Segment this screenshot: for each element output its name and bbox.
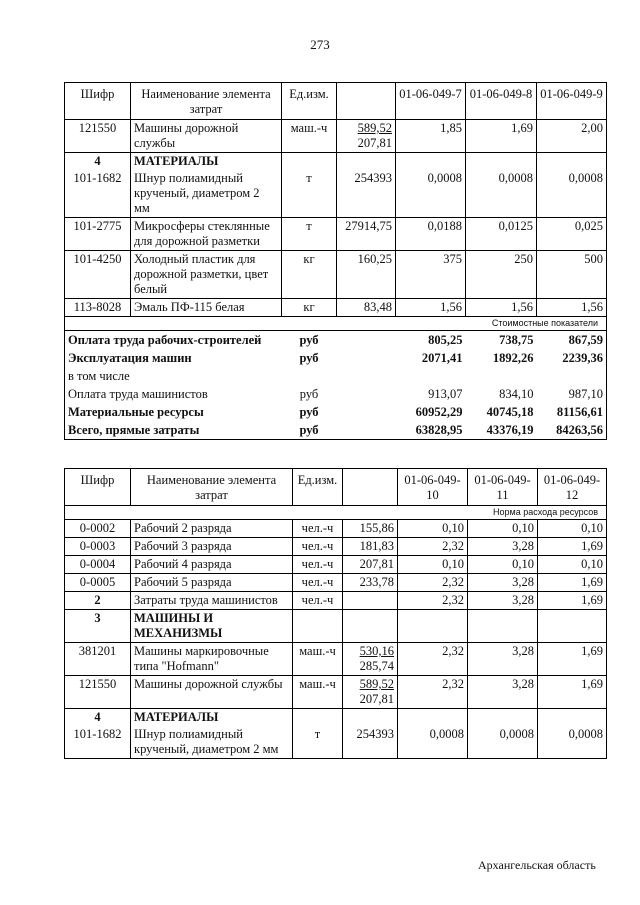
row-unit: т (282, 170, 337, 218)
summary-row (65, 421, 607, 440)
row-name: Рабочий 4 разряда (131, 556, 293, 574)
section-empty (538, 610, 607, 643)
summary-value-1: 2071,41 (421, 351, 463, 365)
table-row (65, 170, 607, 218)
row-unit: маш.-ч (293, 643, 343, 676)
header-col-3: 01-06-049-9 (537, 83, 607, 120)
summary-name: Эксплуатация машин (65, 349, 282, 367)
summary-unit: руб (299, 333, 319, 347)
section-empty (337, 153, 396, 171)
row-value-3: 1,69 (538, 592, 607, 610)
row-value-3: 1,56 (537, 299, 607, 317)
summary-name: Оплата труда машинистов (65, 385, 282, 403)
row-price (337, 120, 396, 153)
row-value-3: 1,69 (538, 538, 607, 556)
row-name: Машины дорожной службы (131, 676, 293, 709)
row-name: Машины дорожной службы (131, 120, 282, 153)
header-col-3: 01-06-049-12 (538, 469, 607, 506)
summary-row (65, 331, 607, 350)
table-row (65, 120, 607, 153)
row-value-2: 0,10 (468, 556, 538, 574)
cost-indicators-label: Стоимостные показатели (65, 317, 607, 331)
row-value-3: 0,025 (537, 218, 607, 251)
row-value-1: 2,32 (398, 574, 468, 592)
section-code: 4 (65, 709, 131, 727)
header-col-1: 01-06-049-7 (396, 83, 466, 120)
header-unit: Ед.изм. (293, 469, 343, 506)
row-code: 113-8028 (65, 299, 131, 317)
row-price: 233,78 (343, 574, 398, 592)
header-col-1: 01-06-049-10 (398, 469, 468, 506)
row-value-1: 1,56 (396, 299, 466, 317)
table-row (65, 538, 607, 556)
summary-value-2: 834,10 (499, 387, 534, 401)
header-name: Наименование элемента затрат (131, 83, 282, 120)
row-value-1: 0,0188 (396, 218, 466, 251)
summary-value-1: 63828,95 (396, 421, 466, 440)
row-value-1: 0,0008 (398, 726, 468, 759)
row-value-3: 0,10 (538, 520, 607, 538)
resource-table-1 (64, 82, 607, 440)
header-price (343, 469, 398, 506)
row-value-1: 0,0008 (396, 170, 466, 218)
row-value-1: 0,10 (398, 520, 468, 538)
summary-value-3: 987,10 (537, 385, 607, 403)
row-code: 0-0003 (65, 538, 131, 556)
summary-unit: руб (299, 405, 319, 419)
summary-empty (337, 385, 396, 403)
summary-unit: руб (282, 421, 337, 440)
row-price (343, 676, 398, 709)
summary-empty (337, 367, 396, 385)
row-unit: т (282, 218, 337, 251)
section-name: МАШИНЫ И МЕХАНИЗМЫ (131, 610, 293, 643)
row-name: Затраты труда машинистов (131, 592, 293, 610)
header-price (337, 83, 396, 120)
row-value-1: 2,32 (398, 592, 468, 610)
section-row (65, 153, 607, 171)
row-value-2: 3,28 (468, 676, 538, 709)
table-row (65, 556, 607, 574)
section-empty (466, 153, 537, 171)
row-code: 101-4250 (65, 251, 131, 299)
section-name: МАТЕРИАЛЫ (131, 153, 282, 171)
table-header-row (65, 469, 607, 506)
table-row (65, 218, 607, 251)
header-col-2: 01-06-049-8 (466, 83, 537, 120)
row-value-1: 2,32 (398, 538, 468, 556)
summary-empty (337, 403, 396, 421)
section-row (65, 709, 607, 727)
table-row (65, 520, 607, 538)
row-price: 155,86 (343, 520, 398, 538)
row-price: 160,25 (337, 251, 396, 299)
row-name: Микросферы стеклянные для дорожной разметки (131, 218, 282, 251)
header-name: Наименование элемента затрат (131, 469, 293, 506)
summary-value-2: 40745,18 (486, 405, 534, 419)
section-empty (468, 610, 538, 643)
table-row (65, 643, 607, 676)
row-value-1: 1,85 (396, 120, 466, 153)
row-value-2: 0,0125 (466, 218, 537, 251)
row-name: Шнур полиамидный крученый, диаметром 2 мм (131, 726, 293, 759)
row-value-2: 0,10 (468, 520, 538, 538)
row-price (343, 592, 398, 610)
row-value-2: 0,0008 (468, 726, 538, 759)
row-name: Машины маркировочные типа "Hofmann" (131, 643, 293, 676)
row-value-2: 3,28 (468, 592, 538, 610)
summary-value-2: 738,75 (499, 333, 534, 347)
row-unit: кг (282, 299, 337, 317)
row-code: 0-0002 (65, 520, 131, 538)
summary-empty (337, 421, 396, 440)
row-unit: чел.-ч (293, 574, 343, 592)
section-empty (282, 153, 337, 171)
section-empty (398, 709, 468, 727)
table-header-row (65, 83, 607, 120)
row-value-3: 2,00 (537, 120, 607, 153)
summary-value-2: 43376,19 (466, 421, 537, 440)
row-name: Шнур полиамидный крученый, диаметром 2 мм (131, 170, 282, 218)
summary-value-1: 60952,29 (415, 405, 463, 419)
row-value-3: 500 (537, 251, 607, 299)
row-value-2: 3,28 (468, 538, 538, 556)
section-code: 3 (65, 610, 131, 643)
row-value-3: 1,69 (538, 676, 607, 709)
row-code: 101-1682 (65, 726, 131, 759)
row-name: Эмаль ПФ-115 белая (131, 299, 282, 317)
row-price: 181,83 (343, 538, 398, 556)
summary-value-3: 81156,61 (537, 403, 607, 421)
row-name: Рабочий 3 разряда (131, 538, 293, 556)
summary-empty (337, 349, 396, 367)
row-price-main: 589,52 (359, 677, 394, 691)
row-price-main: 530,16 (359, 644, 394, 658)
header-code: Шифр (65, 83, 131, 120)
row-price: 254393 (337, 170, 396, 218)
row-unit: чел.-ч (293, 556, 343, 574)
row-value-1: 375 (396, 251, 466, 299)
row-value-1: 2,32 (398, 643, 468, 676)
row-code: 101-1682 (65, 170, 131, 218)
row-value-2: 250 (466, 251, 537, 299)
table-row (65, 251, 607, 299)
table-row (65, 299, 607, 317)
resource-norm-label: Норма расхода ресурсов (65, 506, 607, 520)
summary-value-1: 805,25 (428, 333, 463, 347)
summary-value-3: 867,59 (537, 331, 607, 350)
row-code: 121550 (65, 676, 131, 709)
row-code: 381201 (65, 643, 131, 676)
section-empty (398, 610, 468, 643)
summary-unit: руб (299, 387, 319, 401)
row-value-3: 1,69 (538, 643, 607, 676)
row-price-sub: 207,81 (357, 136, 392, 150)
summary-unit: руб (299, 351, 319, 365)
summary-name: Оплата труда рабочих-строителей (65, 331, 282, 350)
row-value-3: 1,69 (538, 574, 607, 592)
row-value-3: 0,0008 (537, 170, 607, 218)
row-value-2: 1,56 (466, 299, 537, 317)
row-unit: чел.-ч (293, 520, 343, 538)
row-unit: чел.-ч (293, 538, 343, 556)
summary-name: Всего, прямые затраты (65, 421, 282, 440)
row-name: Рабочий 2 разряда (131, 520, 293, 538)
row-value-2: 3,28 (468, 574, 538, 592)
row-unit: т (293, 726, 343, 759)
row-value-3: 0,10 (538, 556, 607, 574)
row-name: Рабочий 5 разряда (131, 574, 293, 592)
row-price: 27914,75 (337, 218, 396, 251)
section-name: МАТЕРИАЛЫ (131, 709, 293, 727)
row-unit: маш.-ч (293, 676, 343, 709)
table-row (65, 574, 607, 592)
header-code: Шифр (65, 469, 131, 506)
section-empty (538, 709, 607, 727)
row-value-1: 0,10 (398, 556, 468, 574)
table-row (65, 676, 607, 709)
summary-row (65, 349, 607, 367)
table-row (65, 592, 607, 610)
summary-value-1: 913,07 (428, 387, 463, 401)
header-unit: Ед.изм. (282, 83, 337, 120)
header-col-2: 01-06-049-11 (468, 469, 538, 506)
row-price (343, 643, 398, 676)
row-code: 2 (65, 592, 131, 610)
row-price: 207,81 (343, 556, 398, 574)
summary-row (65, 403, 607, 421)
summary-empty (337, 331, 396, 350)
row-value-2: 3,28 (468, 643, 538, 676)
summary-value-3 (537, 367, 607, 385)
section-empty (293, 610, 343, 643)
section-empty (343, 709, 398, 727)
row-code: 121550 (65, 120, 131, 153)
summary-value-2 (466, 367, 537, 385)
footer-region: Архангельская область (478, 858, 596, 872)
summary-row (65, 367, 607, 385)
row-price-sub: 207,81 (359, 692, 394, 706)
section-empty (537, 153, 607, 171)
summary-value-3: 84263,56 (537, 421, 607, 440)
row-value-3: 0,0008 (538, 726, 607, 759)
section-empty (293, 709, 343, 727)
summary-row (65, 385, 607, 403)
row-code: 101-2775 (65, 218, 131, 251)
row-price-main: 589,52 (357, 121, 392, 135)
row-code: 0-0004 (65, 556, 131, 574)
summary-name: Материальные ресурсы (65, 403, 282, 421)
summary-value-2: 1892,26 (492, 351, 534, 365)
strip-row (65, 317, 607, 331)
summary-value-1 (396, 367, 466, 385)
table-row (65, 726, 607, 759)
row-price: 254393 (343, 726, 398, 759)
section-empty (343, 610, 398, 643)
row-unit: маш.-ч (282, 120, 337, 153)
page-number: 273 (310, 37, 330, 52)
row-unit: кг (282, 251, 337, 299)
strip-row (65, 506, 607, 520)
row-value-2: 0,0008 (466, 170, 537, 218)
row-code: 0-0005 (65, 574, 131, 592)
section-row (65, 610, 607, 643)
row-value-2: 1,69 (466, 120, 537, 153)
section-empty (468, 709, 538, 727)
row-name: Холодный пластик для дорожной разметки, цвет белый (131, 251, 282, 299)
resource-table-2 (64, 468, 607, 759)
summary-value-3: 2239,36 (537, 349, 607, 367)
section-empty (396, 153, 466, 171)
section-code: 4 (65, 153, 131, 171)
row-price-sub: 285,74 (359, 659, 394, 673)
row-value-1: 2,32 (398, 676, 468, 709)
summary-unit (282, 367, 337, 385)
summary-name: в том числе (65, 367, 282, 385)
row-unit: чел.-ч (293, 592, 343, 610)
row-price: 83,48 (337, 299, 396, 317)
